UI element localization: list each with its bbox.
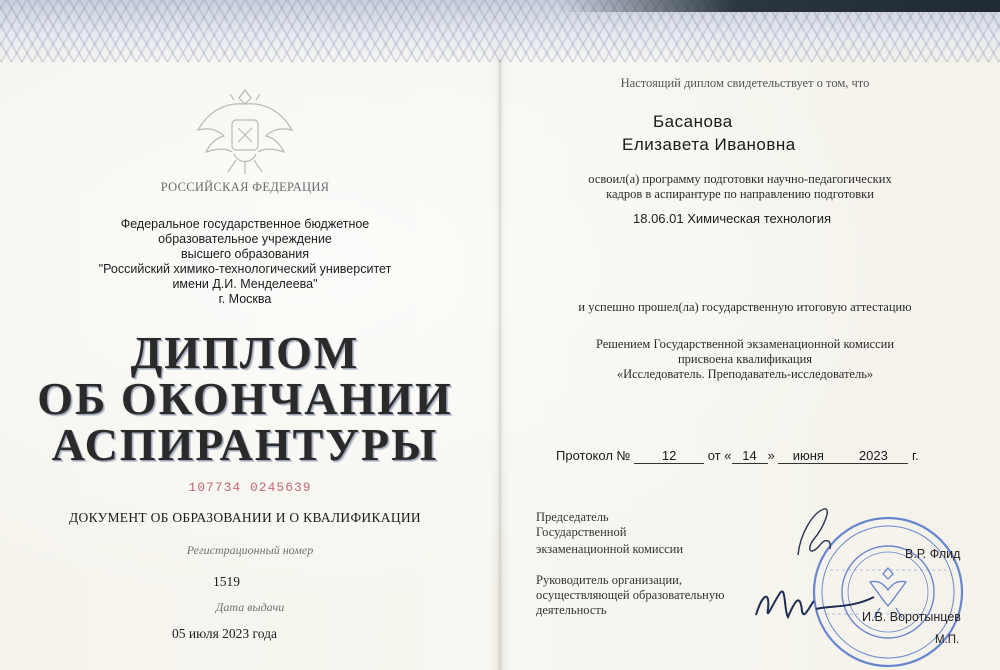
chairman-label: Председатель	[536, 510, 609, 524]
organization-line: Федеральное государственное бюджетное	[120, 217, 370, 231]
issue-date-label: Дата выдачи	[215, 600, 285, 614]
program-text: кадров в аспирантуре по направлению подготовки	[606, 187, 874, 201]
registration-label: Регистрационный номер	[186, 543, 314, 557]
attestation-text: и успешно прошел(ла) государственную итоговую аттестацию	[578, 300, 912, 314]
diploma-title: ДИПЛОМ	[130, 327, 360, 378]
protocol-day: 14	[732, 448, 768, 464]
head-label: Руководитель организации,	[536, 573, 682, 587]
scan-edge	[560, 0, 1000, 12]
head-signature-icon	[750, 575, 880, 635]
organization-line: образовательное учреждение	[158, 232, 332, 246]
country-name: РОССИЙСКАЯ ФЕДЕРАЦИЯ	[160, 180, 330, 194]
serial-number: 107734 0245639	[188, 480, 312, 495]
chairman-label: Государственной	[536, 525, 627, 539]
chairman-name: В.Р. Флид	[905, 547, 961, 561]
program-name: 18.06.01 Химическая технология	[633, 211, 832, 226]
decision-text: присвоена квалификация	[677, 352, 813, 366]
center-fold	[498, 60, 502, 670]
issue-date: 05 июля 2023 года	[172, 626, 277, 641]
protocol-year: 2023	[838, 448, 908, 464]
chairman-signature-icon	[780, 505, 850, 565]
coat-of-arms-icon	[190, 72, 300, 182]
organization-line: "Российский химико-технологический университет	[98, 262, 392, 276]
registration-number: 1519	[213, 574, 240, 589]
protocol-month: июня	[778, 448, 838, 464]
recipient-given-names: Елизавета Ивановна	[622, 135, 796, 154]
protocol-quote-open: «	[724, 448, 732, 463]
chairman-label: экзаменационной комиссии	[536, 542, 684, 556]
protocol-number: 12	[634, 448, 704, 464]
protocol-line	[556, 448, 956, 464]
protocol-from-label: от	[707, 448, 721, 463]
decision-text: Решением Государственной экзаменационной комиссии	[595, 337, 895, 351]
qualification: «Исследователь. Преподаватель-исследователь»	[616, 367, 874, 381]
head-name: И.В. Воротынцев	[862, 610, 961, 624]
head-label: деятельность	[536, 603, 607, 617]
diploma-title: ОБ ОКОНЧАНИИ	[37, 373, 453, 424]
organization-line: имени Д.И. Менделеева"	[172, 277, 318, 291]
intro-text: Настоящий диплом свидетельствует о том, что	[620, 76, 870, 90]
protocol-year-suffix: г.	[911, 448, 919, 463]
head-label: осуществляющей образовательную	[536, 588, 725, 602]
recipient-surname: Басанова	[653, 112, 733, 131]
organization-line: г. Москва	[218, 292, 272, 306]
program-text: освоил(а) программу подготовки научно-педагогических	[588, 172, 892, 186]
document-type: ДОКУМЕНТ ОБ ОБРАЗОВАНИИ И О КВАЛИФИКАЦИИ	[69, 510, 421, 525]
diploma-title: АСПИРАНТУРЫ	[51, 419, 439, 470]
protocol-label: Протокол №	[556, 448, 631, 463]
seal-mark: М.П.	[935, 634, 960, 646]
protocol-quote-close: »	[767, 448, 775, 463]
organization-line: высшего образования	[180, 247, 310, 261]
